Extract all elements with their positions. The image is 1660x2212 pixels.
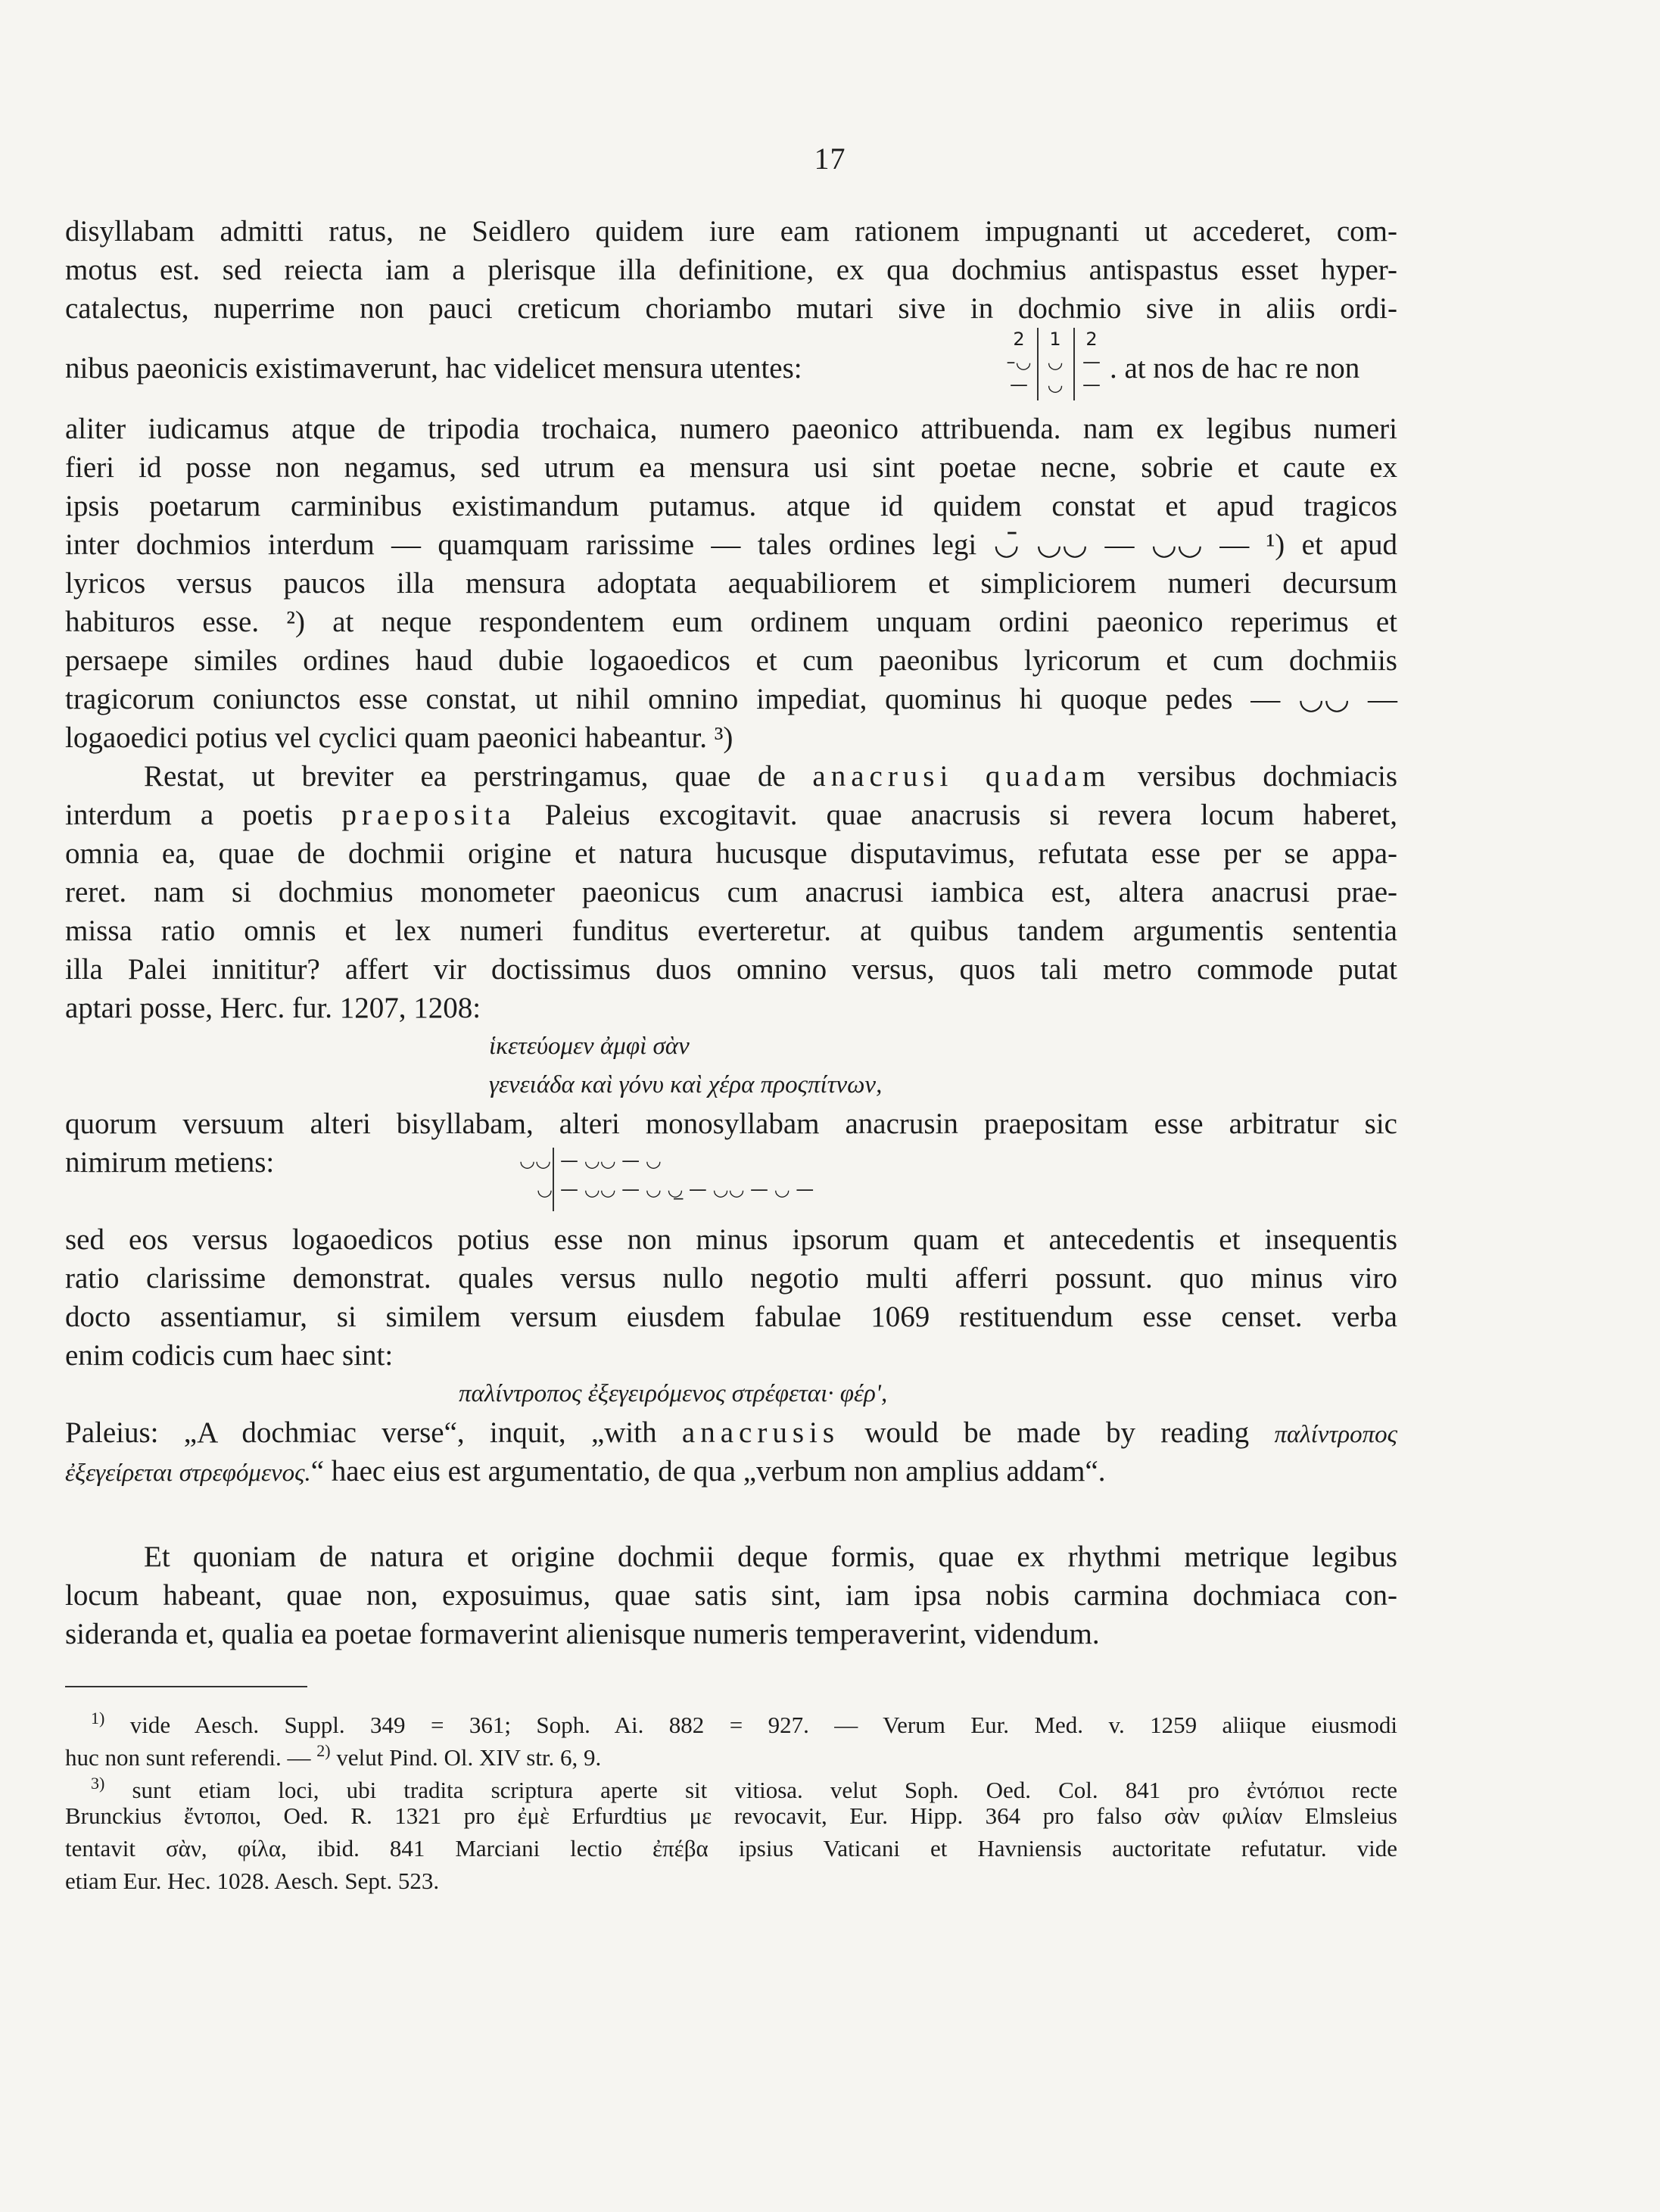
footnotes	[65, 1702, 1397, 1897]
text-line: sed eos versus logaoedicos potius esse non minus ipsorum quam et antecedentis et insequentis	[65, 1223, 1397, 1256]
text-line: missa ratio omnis et lex numeri funditus everteretur. at quibus tandem argumentis sententia	[65, 914, 1397, 947]
text-line: fieri id posse non negamus, sed utrum ea mensura usi sint poetae necne, sobrie et caute ex	[65, 451, 1397, 484]
text-line: inter dochmios interdum — quamquam rarissime — tales ordines legi ◡̄ ◡◡ — ◡◡ — ¹) et apud	[65, 528, 1397, 561]
text-line: Restat, ut breviter ea perstringamus, quae de anacrusi quadam versibus dochmiacis	[144, 760, 1398, 793]
text-line: Paleius: „A dochmiac verse“, inquit, „with anacrusis would be made by reading παλίντροπος	[65, 1416, 1398, 1449]
scheme-anacrusis: ◡	[537, 1179, 553, 1200]
footnote-line: Brunckius ἔντοποι, Oed. R. 1321 pro ἐμὲ Erfurdtius με revocavit, Eur. Hipp. 364 pro falso σὰν φιλίαν Elmsleius	[65, 1802, 1397, 1829]
text-line: . at nos de hac re non	[1110, 352, 1360, 385]
text-line: nibus paeonicis existimaverunt, hac videlicet mensura utentes:	[65, 352, 802, 385]
text-line: ἐξεγείρεται στρεφόμενος.“ haec eius est argumentatio, de qua „verbum non amplius addam“.	[65, 1455, 1106, 1488]
greek-inline: παλίντροπος	[1274, 1421, 1398, 1448]
scheme-divider	[553, 1148, 554, 1211]
meter-divider	[1073, 328, 1075, 400]
text-line: nimirum metiens:	[65, 1146, 275, 1179]
footnote-marker: 3)	[91, 1774, 105, 1793]
text-line: tragicorum coniunctos esse constat, ut nihil omnino impediat, quominus hi quoque pedes — ◡◡ —	[65, 683, 1397, 715]
meter-number: 2	[1013, 329, 1025, 350]
meter-symbol: –◡	[1006, 351, 1032, 372]
footnote-line: huc non sunt referendi. — $^{2)}$ velut Pind. Ol. XIV str. 6, 9.	[65, 1741, 602, 1771]
greek-inline: ἐξεγείρεται στρεφόμενος.	[65, 1460, 311, 1487]
main-text	[65, 212, 1397, 1653]
meter-divider	[1037, 328, 1039, 400]
footnote-line: $^{3)}$ sunt etiam loci, ubi tradita scriptura aperte sit vitiosa. velut Soph. Oed. Col. 841 pro ἐντόπιοι recte	[91, 1774, 1397, 1803]
text-line: illa Palei innititur? affert vir doctissimus duos omnino versus, quos tali metro commode putat	[65, 953, 1397, 986]
greek-verse: γενειάδα καὶ γόνυ καὶ χέρα προςπίτνων,	[489, 1071, 883, 1098]
meter-number: 2	[1085, 329, 1098, 350]
text-line: sideranda et, qualia ea poetae formaverint alienisque numeris temperaverint, videndum.	[65, 1618, 1100, 1650]
metrical-scheme-row	[65, 1143, 1397, 1220]
spaced-text: praeposita	[341, 799, 516, 831]
footnote-marker: 2)	[316, 1741, 331, 1760]
scheme-verse: — ◡◡ — ◡	[560, 1150, 662, 1171]
text-line: disyllabam admitti ratus, ne Seidlero quidem iure eam rationem impugnanti ut accederet, com-	[65, 215, 1397, 248]
text-line: docto assentiamur, si similem versum eiusdem fabulae 1069 restituendum esse censet. verba	[65, 1301, 1397, 1333]
text-line: ratio clarissime demonstrat. quales versus nullo negotio multi afferri possunt. quo minus viro	[65, 1262, 1397, 1294]
text-line: quorum versuum alteri bisyllabam, alteri monosyllabam anacrusin praepositam esse arbitratur sic	[65, 1108, 1397, 1140]
text-line: Et quoniam de natura et origine dochmii deque formis, quae ex rhythmi metrique legibus	[144, 1541, 1397, 1573]
footnote-rule	[65, 1686, 307, 1687]
spaced-text: anacrusi quadam	[812, 760, 1111, 793]
text-line: omnia ea, quae de dochmii origine et natura hucusque disputavimus, refutata esse per se appa-	[65, 837, 1397, 870]
text-line: logaoedici potius vel cyclici quam paeonici habeantur. ³)	[65, 721, 733, 754]
page-number: 17	[814, 142, 846, 176]
text-line: catalectus, nuperrime non pauci creticum choriambo mutari sive in dochmio sive in aliis ordi-	[65, 292, 1397, 325]
meter-symbol: ◡	[1047, 351, 1064, 372]
footnote-line: etiam Eur. Hec. 1028. Aesch. Sept. 523.	[65, 1868, 440, 1894]
text-line: aliter iudicamus atque de tripodia trochaica, numero paeonico attribuenda. nam ex legibus numeri	[65, 413, 1397, 445]
text-line: aptari posse, Herc. fur. 1207, 1208:	[65, 992, 481, 1024]
text-line: locum habeant, quae non, exposuimus, quae satis sint, iam ipsa nobis carmina dochmiaca con-	[65, 1579, 1397, 1612]
greek-verse: παλίντροπος ἐξεγειρόμενος στρέφεται· φέρ',	[459, 1380, 888, 1407]
scheme-anacrusis: ◡◡	[519, 1150, 551, 1171]
text-line: enim codicis cum haec sint:	[65, 1339, 394, 1372]
text-line: motus est. sed reiecta iam a plerisque illa definitione, ex qua dochmius antispastus esset hyper-	[65, 254, 1397, 286]
greek-verse: ἱκετεύομεν ἀμφὶ σὰν	[489, 1033, 690, 1060]
metrical-scheme	[519, 1146, 814, 1204]
meter-symbol: —	[1010, 374, 1028, 395]
text-line: lyricos versus paucos illa mensura adoptata aequabiliorem et simpliciorem numeri decursum	[65, 567, 1397, 600]
meter-symbol: —	[1082, 374, 1101, 395]
meter-symbol: ◡	[1047, 374, 1064, 395]
text-line: interdum a poetis praeposita Paleius excogitavit. quae anacrusis si revera locum haberet,	[65, 799, 1397, 831]
footnote-marker: 1)	[91, 1709, 105, 1728]
text-line: habituros esse. ²) at neque respondentem eum ordinem unquam ordini paeonico reperimus et	[65, 606, 1397, 638]
scheme-verse: — ◡◡ — ◡ ◡̲ — ◡◡ — ◡ —	[560, 1179, 814, 1200]
text-line: ipsis poetarum carminibus existimandum putamus. atque id quidem constat et apud tragicos	[65, 490, 1397, 522]
meter-number: 1	[1049, 329, 1061, 350]
text-line: persaepe similes ordines haud dubie logaoedicos et cum paeonibus lyricorum et cum dochmiis	[65, 644, 1397, 677]
meter-line	[65, 328, 1397, 410]
spaced-text: anacrusis	[681, 1416, 840, 1449]
footnote-line: tentavit σὰν, φίλα, ibid. 841 Marciani lectio ἐπέβα ipsius Vaticani et Havniensis auctoritate refutatur. vide	[65, 1835, 1397, 1862]
meter-scheme	[1004, 328, 1102, 403]
text-line: reret. nam si dochmius monometer paeonicus cum anacrusi iambica est, altera anacrusi prae-	[65, 876, 1397, 908]
footnote-line: $^{1)}$ vide Aesch. Suppl. 349 = 361; Soph. Ai. 882 = 927. — Verum Eur. Med. v. 1259 aliique eiusmodi	[91, 1709, 1398, 1738]
meter-symbol: —	[1082, 351, 1101, 372]
